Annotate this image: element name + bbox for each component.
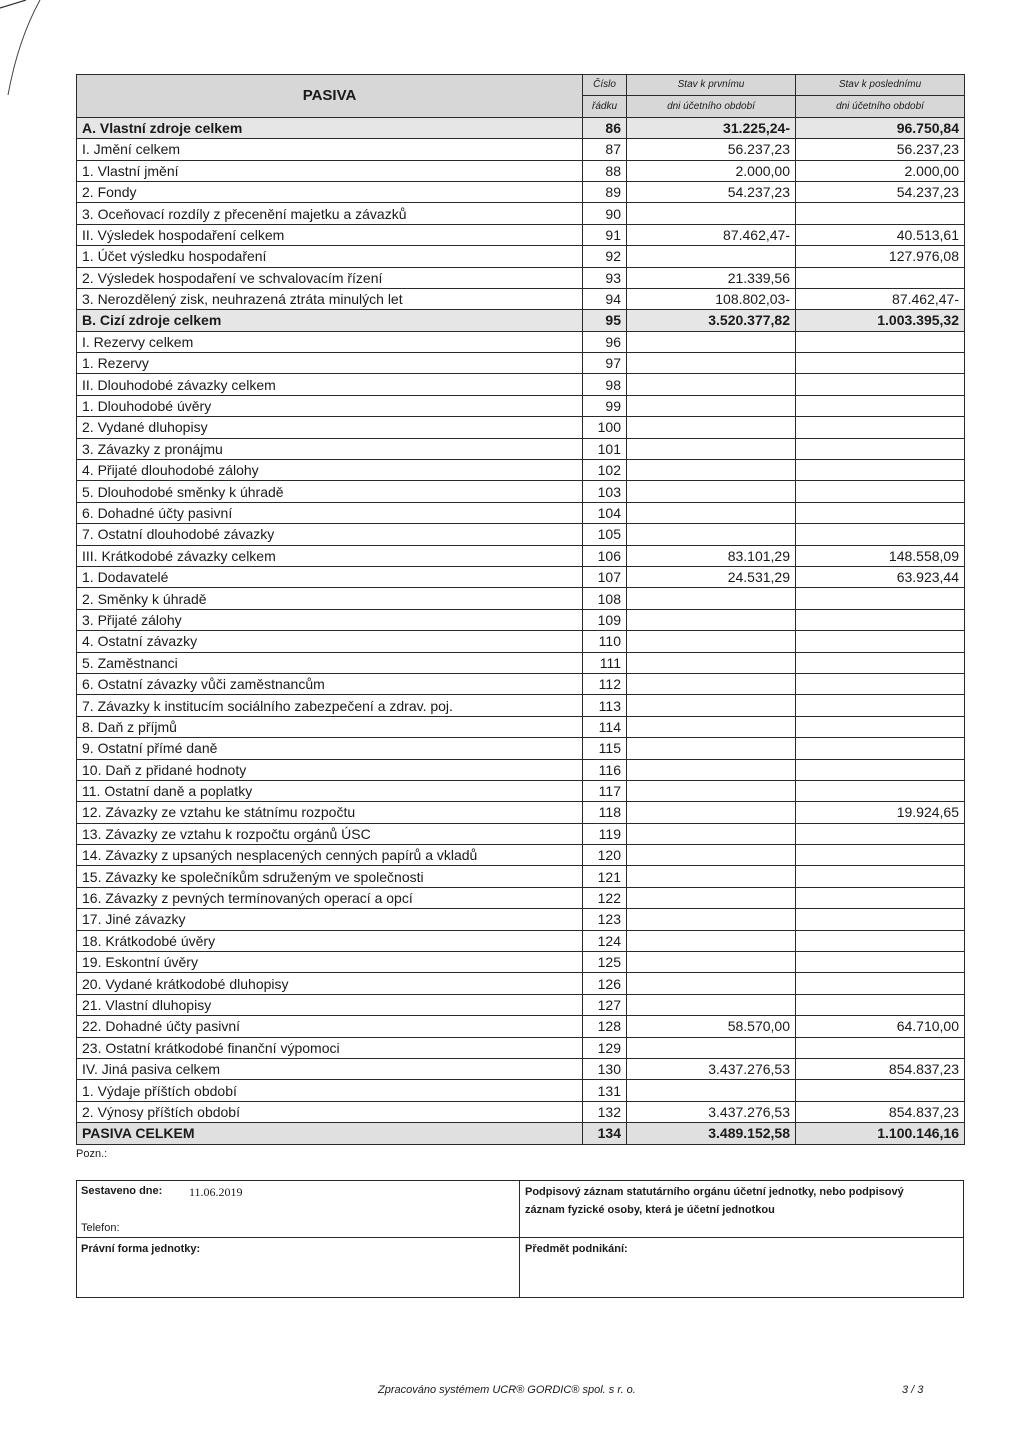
- footer-divider-horizontal: [77, 1237, 963, 1238]
- row-value-first: [627, 631, 796, 652]
- footer-divider-vertical: [519, 1181, 520, 1297]
- row-value-last: [796, 331, 965, 352]
- row-label: 2. Výsledek hospodaření ve schvalovacím řízení: [77, 267, 583, 288]
- row-code: 125: [583, 952, 627, 973]
- table-row: [77, 1080, 965, 1101]
- row-label: A. Vlastní zdroje celkem: [77, 117, 583, 138]
- row-code: 120: [583, 845, 627, 866]
- row-code: 90: [583, 203, 627, 224]
- row-code: 111: [583, 652, 627, 673]
- col-last-header: Stav k poslednímu: [796, 75, 965, 96]
- col-first-header: Stav k prvnímu: [627, 75, 796, 96]
- row-code: 127: [583, 994, 627, 1015]
- row-value-first: 58.570,00: [627, 1016, 796, 1037]
- row-value-last: [796, 716, 965, 737]
- row-label: II. Dlouhodobé závazky celkem: [77, 374, 583, 395]
- row-value-last: [796, 738, 965, 759]
- table-row: [77, 117, 965, 138]
- table-row: [77, 695, 965, 716]
- row-label: 19. Eskontní úvěry: [77, 952, 583, 973]
- row-value-last: [796, 460, 965, 481]
- row-code: 104: [583, 502, 627, 523]
- row-value-first: [627, 502, 796, 523]
- row-value-first: [627, 374, 796, 395]
- row-label: PASIVA CELKEM: [77, 1123, 583, 1144]
- row-value-first: 56.237,23: [627, 139, 796, 160]
- row-value-first: 3.437.276,53: [627, 1101, 796, 1122]
- table-row: [77, 823, 965, 844]
- table-row: [77, 460, 965, 481]
- row-value-first: 3.520.377,82: [627, 310, 796, 331]
- row-value-last: [796, 652, 965, 673]
- row-value-last: 1.100.146,16: [796, 1123, 965, 1144]
- table-row: [77, 1037, 965, 1058]
- row-code: 116: [583, 759, 627, 780]
- row-value-last: 854.837,23: [796, 1101, 965, 1122]
- processed-by: Zpracováno systémem UCR® GORDIC® spol. s r. o.: [378, 1384, 636, 1396]
- row-value-first: 54.237,23: [627, 181, 796, 202]
- row-value-first: [627, 887, 796, 908]
- row-code: 126: [583, 973, 627, 994]
- row-code: 118: [583, 802, 627, 823]
- table-row: [77, 545, 965, 566]
- row-value-last: [796, 823, 965, 844]
- table-row: [77, 524, 965, 545]
- row-code: 128: [583, 1016, 627, 1037]
- row-code: 93: [583, 267, 627, 288]
- row-label: 4. Ostatní závazky: [77, 631, 583, 652]
- table-header-row-1: [77, 75, 965, 96]
- table-row: [77, 395, 965, 416]
- col-first-header-2: dni účetního období: [627, 96, 796, 117]
- table-row: [77, 139, 965, 160]
- row-label: 15. Závazky ke společníkům sdruženým ve společnosti: [77, 866, 583, 887]
- row-label: 2. Směnky k úhradě: [77, 588, 583, 609]
- row-value-first: 87.462,47-: [627, 224, 796, 245]
- row-value-first: [627, 673, 796, 694]
- row-label: 14. Závazky z upsaných nesplacených cenných papírů a vkladů: [77, 845, 583, 866]
- row-value-last: 40.513,61: [796, 224, 965, 245]
- row-label: 1. Dodavatelé: [77, 566, 583, 587]
- row-code: 132: [583, 1101, 627, 1122]
- row-value-last: [796, 952, 965, 973]
- business-label: Předmět podnikání:: [525, 1243, 628, 1255]
- row-value-last: 64.710,00: [796, 1016, 965, 1037]
- row-value-last: [796, 673, 965, 694]
- row-code: 131: [583, 1080, 627, 1101]
- row-value-first: [627, 417, 796, 438]
- row-value-last: 19.924,65: [796, 802, 965, 823]
- row-code: 117: [583, 780, 627, 801]
- table-row: [77, 738, 965, 759]
- row-value-last: [796, 780, 965, 801]
- row-value-first: [627, 652, 796, 673]
- col-last-header-2: dni účetního období: [796, 96, 965, 117]
- row-value-first: [627, 845, 796, 866]
- row-value-first: [627, 1037, 796, 1058]
- col-code-header: Číslo: [583, 75, 627, 96]
- row-code: 89: [583, 181, 627, 202]
- row-code: 134: [583, 1123, 627, 1144]
- row-code: 114: [583, 716, 627, 737]
- row-value-last: 54.237,23: [796, 181, 965, 202]
- row-code: 91: [583, 224, 627, 245]
- row-label: I. Jmění celkem: [77, 139, 583, 160]
- table-row: [77, 267, 965, 288]
- row-value-first: [627, 331, 796, 352]
- compiled-date: 11.06.2019: [189, 1185, 243, 1199]
- row-value-last: [796, 845, 965, 866]
- row-label: 6. Ostatní závazky vůči zaměstnancům: [77, 673, 583, 694]
- row-label: 1. Účet výsledku hospodaření: [77, 246, 583, 267]
- row-label: I. Rezervy celkem: [77, 331, 583, 352]
- row-value-first: [627, 973, 796, 994]
- row-code: 95: [583, 310, 627, 331]
- row-code: 92: [583, 246, 627, 267]
- row-code: 112: [583, 673, 627, 694]
- row-code: 100: [583, 417, 627, 438]
- row-value-first: [627, 395, 796, 416]
- row-label: IV. Jiná pasiva celkem: [77, 1058, 583, 1079]
- row-value-first: 3.489.152,58: [627, 1123, 796, 1144]
- row-value-first: 2.000,00: [627, 160, 796, 181]
- row-label: 13. Závazky ze vztahu k rozpočtu orgánů ÚSC: [77, 823, 583, 844]
- row-value-last: [796, 417, 965, 438]
- row-code: 99: [583, 395, 627, 416]
- table-row: [77, 588, 965, 609]
- table-row: [77, 631, 965, 652]
- table-row: [77, 566, 965, 587]
- row-label: 3. Přijaté zálohy: [77, 609, 583, 630]
- row-label: III. Krátkodobé závazky celkem: [77, 545, 583, 566]
- table-row: [77, 716, 965, 737]
- row-value-last: [796, 1037, 965, 1058]
- table-row: [77, 502, 965, 523]
- row-value-last: [796, 887, 965, 908]
- row-value-last: [796, 695, 965, 716]
- row-value-last: [796, 353, 965, 374]
- row-value-last: 63.923,44: [796, 566, 965, 587]
- row-value-last: [796, 609, 965, 630]
- legal-form-label: Právní forma jednotky:: [81, 1243, 201, 1255]
- row-label: 5. Dlouhodobé směnky k úhradě: [77, 481, 583, 502]
- liabilities-table: [76, 74, 965, 1145]
- row-value-first: 83.101,29: [627, 545, 796, 566]
- row-code: 122: [583, 887, 627, 908]
- row-value-first: [627, 994, 796, 1015]
- row-value-last: [796, 973, 965, 994]
- row-value-last: [796, 866, 965, 887]
- row-code: 96: [583, 331, 627, 352]
- table-row: [77, 224, 965, 245]
- row-label: 1. Dlouhodobé úvěry: [77, 395, 583, 416]
- table-row: [77, 780, 965, 801]
- row-label: 3. Nerozdělený zisk, neuhrazená ztráta minulých let: [77, 288, 583, 309]
- row-value-first: [627, 716, 796, 737]
- row-value-first: 108.802,03-: [627, 288, 796, 309]
- table-row: [77, 417, 965, 438]
- row-code: 106: [583, 545, 627, 566]
- row-value-last: [796, 267, 965, 288]
- row-value-first: [627, 588, 796, 609]
- row-value-last: [796, 588, 965, 609]
- page-number: 3 / 3: [902, 1384, 924, 1396]
- row-value-last: 1.003.395,32: [796, 310, 965, 331]
- row-value-last: [796, 909, 965, 930]
- row-label: 2. Výnosy příštích období: [77, 1101, 583, 1122]
- row-value-last: 127.976,08: [796, 246, 965, 267]
- row-value-first: [627, 930, 796, 951]
- row-label: 10. Daň z přidané hodnoty: [77, 759, 583, 780]
- table-row: [77, 609, 965, 630]
- row-label: 16. Závazky z pevných termínovaných operací a opcí: [77, 887, 583, 908]
- signature-line-2: záznam fyzické osoby, která je účetní jednotkou: [525, 1204, 775, 1216]
- row-value-first: [627, 823, 796, 844]
- table-row: [77, 866, 965, 887]
- table-row: [77, 759, 965, 780]
- row-code: 124: [583, 930, 627, 951]
- table-row: [77, 802, 965, 823]
- row-value-last: [796, 759, 965, 780]
- row-label: 23. Ostatní krátkodobé finanční výpomoci: [77, 1037, 583, 1058]
- row-code: 115: [583, 738, 627, 759]
- page-fold-mark: [0, 0, 70, 100]
- note-label: Pozn.:: [76, 1148, 108, 1160]
- table-row: [77, 973, 965, 994]
- row-label: 20. Vydané krátkodobé dluhopisy: [77, 973, 583, 994]
- row-value-last: [796, 481, 965, 502]
- table-row: [77, 331, 965, 352]
- row-code: 87: [583, 139, 627, 160]
- compiled-label: Sestaveno dne:: [81, 1185, 163, 1197]
- row-value-first: [627, 460, 796, 481]
- signature-line-1: Podpisový záznam statutárního orgánu účetní jednotky, nebo podpisový: [525, 1186, 904, 1198]
- row-label: II. Výsledek hospodaření celkem: [77, 224, 583, 245]
- table-row: [77, 652, 965, 673]
- row-label: 1. Rezervy: [77, 353, 583, 374]
- row-code: 101: [583, 438, 627, 459]
- table-row: [77, 887, 965, 908]
- row-label: 22. Dohadné účty pasivní: [77, 1016, 583, 1037]
- row-value-first: [627, 952, 796, 973]
- row-code: 130: [583, 1058, 627, 1079]
- table-row: [77, 203, 965, 224]
- row-value-first: [627, 438, 796, 459]
- row-code: 109: [583, 609, 627, 630]
- row-code: 94: [583, 288, 627, 309]
- table-row: [77, 160, 965, 181]
- row-code: 98: [583, 374, 627, 395]
- row-label: 2. Vydané dluhopisy: [77, 417, 583, 438]
- row-value-last: [796, 203, 965, 224]
- table-row: [77, 288, 965, 309]
- row-value-first: [627, 759, 796, 780]
- row-label: 12. Závazky ze vztahu ke státnímu rozpočtu: [77, 802, 583, 823]
- table-row: [77, 1016, 965, 1037]
- row-value-last: 56.237,23: [796, 139, 965, 160]
- table-row: [77, 310, 965, 331]
- table-row: [77, 1058, 965, 1079]
- table-row: [77, 353, 965, 374]
- row-label: 7. Ostatní dlouhodobé závazky: [77, 524, 583, 545]
- row-code: 103: [583, 481, 627, 502]
- table-row: [77, 374, 965, 395]
- table-title: PASIVA: [77, 75, 583, 118]
- row-value-last: [796, 502, 965, 523]
- row-value-last: 96.750,84: [796, 117, 965, 138]
- row-value-first: [627, 481, 796, 502]
- row-label: 21. Vlastní dluhopisy: [77, 994, 583, 1015]
- row-code: 113: [583, 695, 627, 716]
- row-value-last: [796, 994, 965, 1015]
- row-label: 6. Dohadné účty pasivní: [77, 502, 583, 523]
- row-label: 3. Oceňovací rozdíly z přecenění majetku a závazků: [77, 203, 583, 224]
- row-value-last: 87.462,47-: [796, 288, 965, 309]
- row-code: 110: [583, 631, 627, 652]
- row-label: 3. Závazky z pronájmu: [77, 438, 583, 459]
- row-value-last: 2.000,00: [796, 160, 965, 181]
- phone-label: Telefon:: [81, 1222, 120, 1234]
- row-value-last: [796, 631, 965, 652]
- row-value-first: [627, 802, 796, 823]
- table-row: [77, 481, 965, 502]
- table-row: [77, 181, 965, 202]
- row-code: 88: [583, 160, 627, 181]
- row-value-last: 148.558,09: [796, 545, 965, 566]
- row-value-first: [627, 246, 796, 267]
- row-code: 105: [583, 524, 627, 545]
- row-code: 107: [583, 566, 627, 587]
- row-value-first: [627, 353, 796, 374]
- row-label: 2. Fondy: [77, 181, 583, 202]
- row-value-first: [627, 609, 796, 630]
- row-value-first: 21.339,56: [627, 267, 796, 288]
- table-row: [77, 1123, 965, 1144]
- row-label: 17. Jiné závazky: [77, 909, 583, 930]
- table-row: [77, 994, 965, 1015]
- table-row: [77, 246, 965, 267]
- row-value-last: [796, 438, 965, 459]
- row-value-last: [796, 374, 965, 395]
- table-row: [77, 909, 965, 930]
- row-value-last: [796, 1080, 965, 1101]
- footer-box: [76, 1180, 964, 1298]
- row-label: 18. Krátkodobé úvěry: [77, 930, 583, 951]
- row-value-last: [796, 930, 965, 951]
- table-row: [77, 438, 965, 459]
- row-code: 108: [583, 588, 627, 609]
- table-row: [77, 845, 965, 866]
- row-value-last: [796, 524, 965, 545]
- row-label: 1. Výdaje příštích období: [77, 1080, 583, 1101]
- row-value-first: [627, 738, 796, 759]
- row-value-first: 24.531,29: [627, 566, 796, 587]
- row-label: 8. Daň z příjmů: [77, 716, 583, 737]
- row-label: 4. Přijaté dlouhodobé zálohy: [77, 460, 583, 481]
- row-value-first: [627, 866, 796, 887]
- row-value-last: 854.837,23: [796, 1058, 965, 1079]
- row-value-first: 31.225,24-: [627, 117, 796, 138]
- row-value-first: 3.437.276,53: [627, 1058, 796, 1079]
- row-value-first: [627, 524, 796, 545]
- row-label: 9. Ostatní přímé daně: [77, 738, 583, 759]
- row-code: 97: [583, 353, 627, 374]
- table-row: [77, 952, 965, 973]
- row-value-first: [627, 203, 796, 224]
- table-row: [77, 673, 965, 694]
- row-code: 121: [583, 866, 627, 887]
- row-code: 129: [583, 1037, 627, 1058]
- row-value-first: [627, 1080, 796, 1101]
- row-label: 7. Závazky k institucím sociálního zabezpečení a zdrav. poj.: [77, 695, 583, 716]
- row-code: 86: [583, 117, 627, 138]
- row-code: 102: [583, 460, 627, 481]
- row-label: 5. Zaměstnanci: [77, 652, 583, 673]
- row-label: 1. Vlastní jmění: [77, 160, 583, 181]
- row-label: 11. Ostatní daně a poplatky: [77, 780, 583, 801]
- row-value-first: [627, 909, 796, 930]
- row-value-first: [627, 780, 796, 801]
- table-row: [77, 930, 965, 951]
- row-label: B. Cizí zdroje celkem: [77, 310, 583, 331]
- row-code: 123: [583, 909, 627, 930]
- row-code: 119: [583, 823, 627, 844]
- table-row: [77, 1101, 965, 1122]
- col-code-header-2: řádku: [583, 96, 627, 117]
- row-value-first: [627, 695, 796, 716]
- row-value-last: [796, 395, 965, 416]
